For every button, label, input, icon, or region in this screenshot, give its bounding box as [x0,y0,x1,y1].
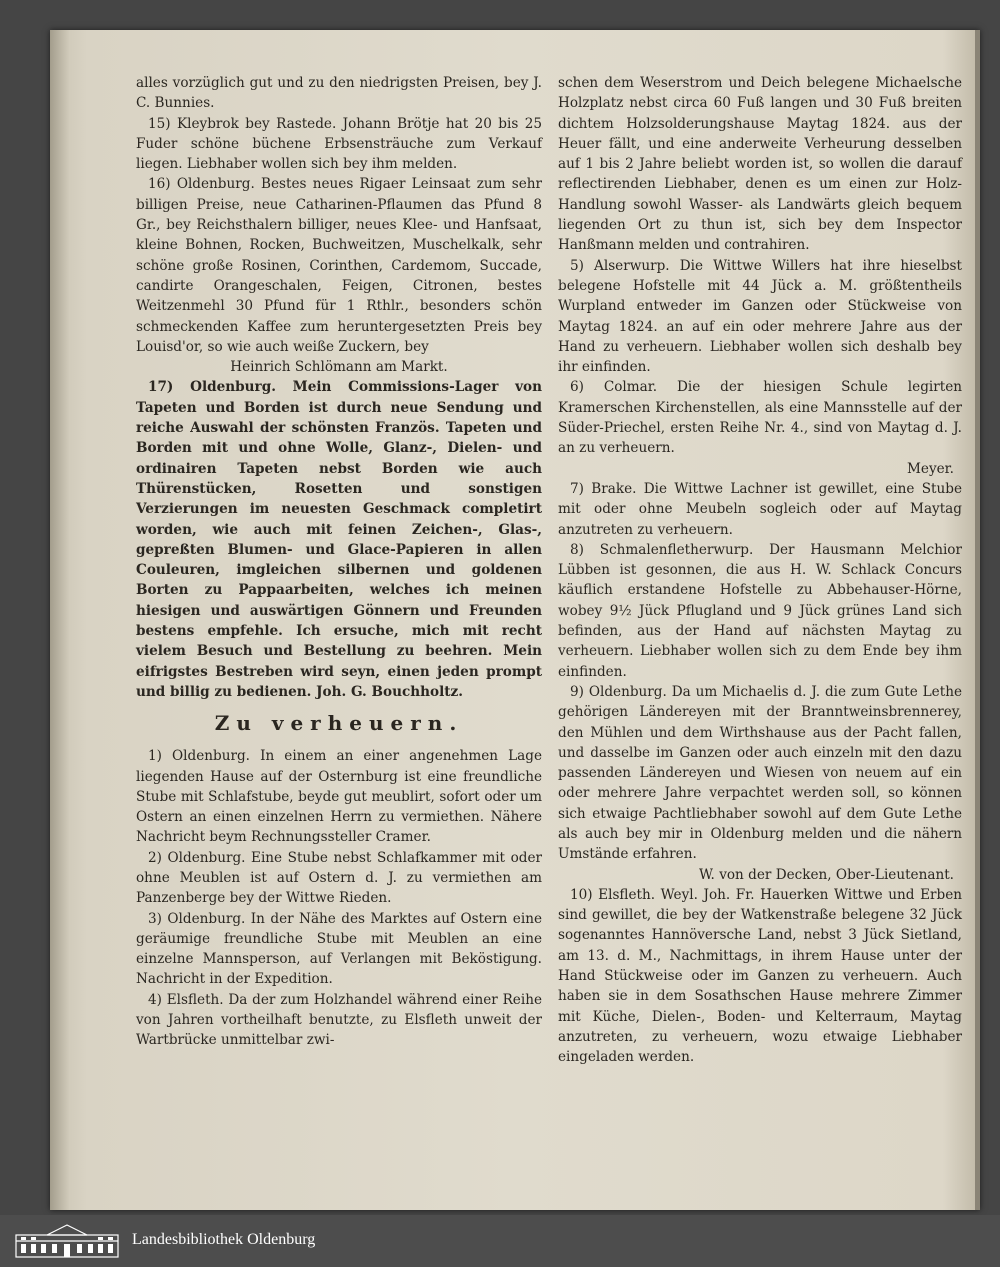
rental-6-signature: Meyer. [906,460,954,477]
footer-label: Landesbibliothek Oldenburg [132,1231,316,1248]
rental-4: 4) Elsfleth. Da der zum Holzhandel während einer Reihe von Jahren vortheilhaft benutzte, zu Elsfleth unweit der Wartbrücke unmittelbar zwi- [136,991,542,1049]
rental-4-continuation: schen dem Weserstrom und Deich belegene Michaelsche Holzplatz nebst circa 60 Fuß langen und 30 Fuß breiten dichtem Holzsolderungshause Maytag 1824. aus der Heuer fällt, und eine anderweite Verheurung desselben auf 1 bis 2 Jahre beliebt worden ist, so wollen die darauf reflectirenden Liebhaber, denen es um einen zur Holz-Handlung sowohl Wasser- als Landwärts gleich bequem liegenden Ort zu thun ist, sich bey dem Inspector Hanßmann melden und contrahiren. [558,75,962,254]
rental-5: 5) Alserwurp. Die Wittwe Willers hat ihre hieselbst belegene Hofstelle mit 44 Jück a. M. größtentheils Wurpland entweder im Ganzen oder Stückweise von Maytag 1824. an auf ein oder mehrere Jahre aus der Hand zu verheuern. Liebhaber wollen sich deshalb bey ihr einfinden. [558,257,962,376]
rental-10: 10) Elsfleth. Weyl. Joh. Fr. Hauerken Wittwe und Erben sind gewillet, die bey der Watkenstraße belegene 32 Jück sogenanntes Hannöversche Land, nebst 3 Jück Sietland, am 13. d. M., Nachmittags, in ihrem Hause unter der Hand Stückweise oder im Ganzen zu verheuern. Auch haben sie in dem Sosathschen Hause mehrere Zimmer mit Küche, Dielen-, Boden- und Kelterraum, Maytag anzutreten, zu verheuern, wozu etwaige Liebhaber eingeladen werden. [558,886,962,1066]
ad-16-signature: Heinrich Schlömann am Markt. [230,359,448,376]
left-column [136,73,542,1051]
section-heading: Zu verheuern. [214,711,464,736]
rental-9-signature: W. von der Decken, Ober-Lieutenant. [698,866,954,883]
rental-8: 8) Schmalenfletherwurp. Der Hausmann Melchior Lübben ist gesonnen, die aus H. W. Schlack Concurs käuflich erstandene Hofstelle zu Abbehauser-Hörne, wobey 9½ Jück Pflugland und 9 Jück grünes Land sich befinden, aus der Hand auf nächsten Maytag zu verheuern. Liebhaber wollen sich zu dem Ende bey ihm einfinden. [558,541,962,680]
ad-17: 17) Oldenburg. Mein Commissions-Lager von Tapeten und Borden ist durch neue Sendung und reiche Auswahl der schönsten Französ. Tapeten und Borden mit und ohne Wolle, Glanz-, Dielen- und ordinairen Tapeten nebst Borden wie auch Thürenstücken, Rosetten und sonstigen Verzierungen im neuesten Geschmack completirt worden, wie auch mit feinen Zeichen-, Glas-, gepreßten Blumen- und Glace-Papieren in allen Couleuren, imgleichen silbernen und goldenen Borten zu Pappaarbeiten, welches ich meinen hiesigen und auswärtigen Gönnern und Freunden bestens empfehle. Ich ersuche, mich mit recht vielem Besuch und Bestellung zu beehren. Mein eifrigstes Bestreben wird seyn, einen jeden prompt und billig zu bedienen. Joh. G. Bouchholtz. [136,379,542,700]
rental-1: 1) Oldenburg. In einem an einer angenehmen Lage liegenden Hause auf der Osternburg ist eine freundliche Stube mit Schlafstube, beyde gut meublirt, sofort oder um Ostern an einen einzelnen Herrn zu vermiethen. Nähere Nachricht beym Rechnungssteller Cramer. [136,748,542,846]
page-spine-shadow [50,30,70,1210]
page-edge [975,30,980,1210]
right-column [558,73,962,1068]
rental-3: 3) Oldenburg. In der Nähe des Marktes auf Ostern eine geräumige freundliche Stube mit Meublen an eine einzelne Mannsperson, auf Verlangen mit Beköstigung. Nachricht in der Expedition. [136,910,542,988]
ad-15: 15) Kleybrok bey Rastede. Johann Brötje hat 20 bis 25 Fuder schöne büchene Erbsensträuche zum Verkauf liegen. Liebhaber wollen sich bey ihm melden. [136,115,542,173]
rental-2: 2) Oldenburg. Eine Stube nebst Schlafkammer mit oder ohne Meublen ist auf Ostern d. J. zu vermiethen am Panzenberge bey der Wittwe Rieden. [136,849,542,907]
ad-continuation: alles vorzüglich gut und zu den niedrigsten Preisen, bey J. C. Bunnies. [136,75,542,112]
rental-6: 6) Colmar. Die der hiesigen Schule legirten Kramerschen Kirchenstellen, als eine Mannsstelle auf der Süder-Priechel, ersten Reihe Nr. 4., sind von Maytag d. J. an zu verheuern. [558,379,962,457]
ad-16: 16) Oldenburg. Bestes neues Rigaer Leinsaat zum sehr billigen Preise, neue Catharinen-Pflaumen das Pfund 8 Gr., bey Reichsthalern billiger, neues Klee- und Hanfsaat, kleine Bohnen, Rocken, Buchweitzen, Muschelkalk, sehr schöne große Rosinen, Corinthen, Cardemom, Succade, candirte Orangeschalen, Feigen, Citronen, bestes Weitzenmehl 30 Pfund für 1 Rthlr., besonders schön schmeckenden Kaffee zum heruntergesetzten Preis bey Louisd'or, so wie auch weiße Zuckern, bey [136,176,542,355]
rental-9: 9) Oldenburg. Da um Michaelis d. J. die zum Gute Lethe gehörigen Ländereyen mit der Branntweinsbrennerey, den Mühlen und dem Wirthshause aus der Pacht fallen, und dasselbe im Ganzen oder auch einzeln mit den dazu passenden Ländereyen und Wiesen von neuem auf ein oder mehrere Jahre verpachtet werden soll, so können sich etwaige Pachtliebhaber sowohl auf dem Gute Lethe als auch bey mir in Oldenburg melden und die nähern Umstände erfahren. [558,683,962,863]
library-building-icon [14,1223,120,1259]
rental-7: 7) Brake. Die Wittwe Lachner ist gewillet, eine Stube mit oder ohne Meubeln sogleich oder auf Maytag anzutreten zu verheuern. [558,480,962,538]
